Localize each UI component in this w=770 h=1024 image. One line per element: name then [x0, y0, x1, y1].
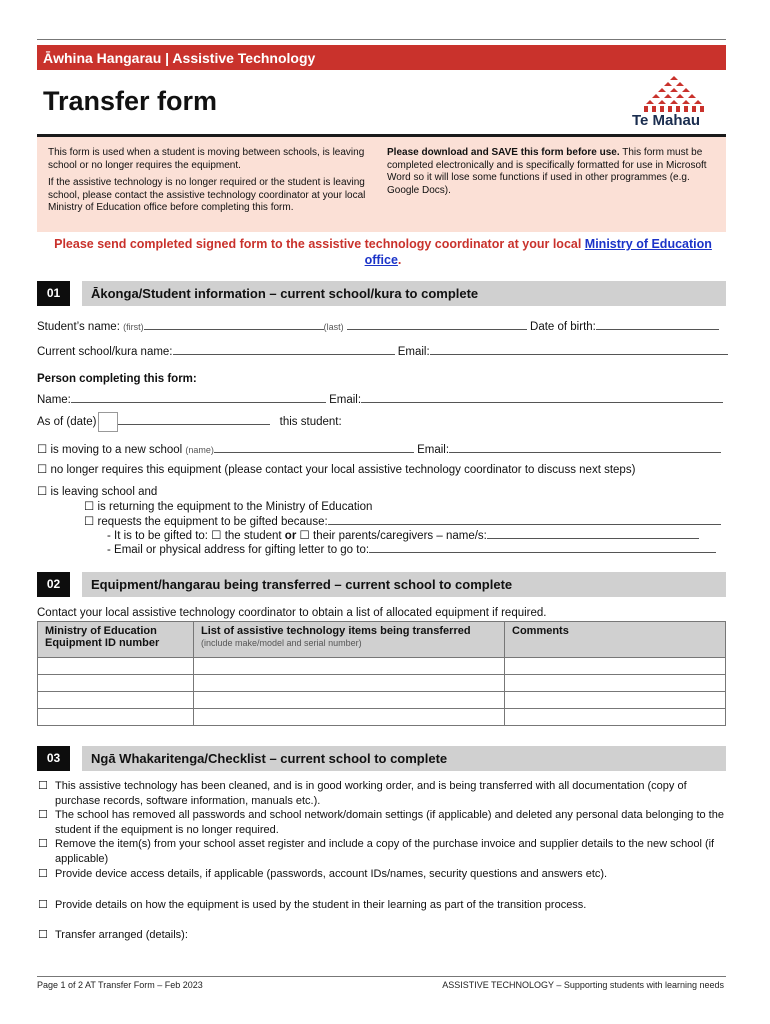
- school-field[interactable]: [173, 343, 395, 355]
- gifted-row: [84, 513, 721, 528]
- returning-checkbox[interactable]: ☐ is returning the equipment to the Ministry of Education: [84, 501, 373, 513]
- person-row: [37, 391, 723, 406]
- table-cell[interactable]: [38, 709, 194, 726]
- col-items-label: List of assistive technology items being transferred: [201, 625, 471, 637]
- equipment-intro: Contact your local assistive technology coordinator to obtain a list of allocated equipment if required.: [37, 607, 547, 619]
- footer-rule: [37, 976, 726, 977]
- checkbox[interactable]: ☐: [38, 780, 48, 792]
- checkbox[interactable]: ☐: [38, 838, 48, 850]
- address-label: - Email or physical address for gifting letter to go to:: [107, 544, 370, 556]
- address-field[interactable]: [369, 541, 716, 553]
- header-banner: Āwhina Hangarau | Assistive Technology: [37, 45, 726, 70]
- gifted-to-row: [107, 527, 699, 542]
- checklist-item-text: This assistive technology has been cleaned, and is in good working order, and is being transferred with all documentation (copy of purchase records, software information, manuals etc.).: [55, 780, 687, 807]
- checkbox[interactable]: ☐: [38, 868, 48, 880]
- moving-row: [37, 441, 721, 456]
- checklist-item-text: Provide device access details, if applicable (passwords, account IDs/names, security questions and answers etc).: [55, 868, 608, 880]
- section-3-number: 03: [37, 746, 70, 771]
- table-cell[interactable]: [194, 692, 505, 709]
- intro-right: [387, 147, 721, 197]
- section-3-title: Ngā Whakaritenga/Checklist – current school to complete: [82, 746, 726, 771]
- logo-text: Te Mahau: [632, 112, 701, 129]
- gifted-to-suffix: ☐ their parents/caregivers – name/s:: [296, 530, 487, 542]
- first-name-field[interactable]: [144, 318, 324, 330]
- as-of-label: As of (date): [37, 416, 97, 429]
- person-email-label: Email:: [329, 394, 362, 406]
- dob-label: Date of birth:: [530, 321, 596, 333]
- checklist-item-text: The school has removed all passwords and school network/domain settings (if applicable) and deleted any personal data belonging to the student if the equipment is no longer required.: [55, 809, 724, 836]
- table-row: [38, 658, 726, 675]
- table-cell[interactable]: [194, 709, 505, 726]
- col-items: [194, 622, 505, 658]
- table-cell[interactable]: [505, 709, 726, 726]
- this-student-label: this student:: [279, 416, 342, 429]
- student-name-row: [37, 318, 719, 333]
- gifted-to-or: or: [284, 530, 297, 542]
- section-2-title: Equipment/hangarau being transferred – current school to complete: [82, 572, 726, 597]
- as-of-date-field[interactable]: [118, 413, 270, 425]
- ministry-office-link[interactable]: Ministry of Education office: [364, 237, 712, 267]
- gifted-to-prefix: - It is to be gifted to: ☐ the student: [107, 530, 285, 542]
- leaving-checkbox[interactable]: ☐ is leaving school and: [37, 486, 158, 498]
- school-email-label: Email:: [397, 346, 430, 358]
- col-comments: Comments: [505, 622, 726, 658]
- table-row: [38, 692, 726, 709]
- moving-checkbox[interactable]: ☐ is moving to a new school: [37, 444, 183, 456]
- person-name-field[interactable]: [71, 391, 326, 403]
- no-longer-checkbox[interactable]: ☐ no longer requires this equipment (please contact your local assistive technology coordinator to discuss next steps): [37, 464, 636, 476]
- parents-names-field[interactable]: [487, 527, 699, 539]
- address-row: [107, 541, 716, 556]
- last-name-hint: (last): [323, 322, 344, 332]
- table-cell[interactable]: [38, 675, 194, 692]
- section-1-number: 01: [37, 281, 70, 306]
- col-equipment-id: Ministry of Education Equipment ID number: [38, 622, 194, 658]
- checklist-item-text: Provide details on how the equipment is used by the student in their learning as part of the transition process.: [55, 899, 587, 911]
- footer-left: Page 1 of 2 AT Transfer Form – Feb 2023: [37, 980, 203, 990]
- table-cell[interactable]: [505, 675, 726, 692]
- page-title: Transfer form: [43, 86, 218, 116]
- intro-right-text: This form must be completed electronically and is specifically formatted for use in Microsoft Word so it will lose some functions if used in other programmes (e.g. Google Docs).: [387, 147, 707, 196]
- gifted-checkbox[interactable]: ☐ requests the equipment to be gifted because:: [84, 516, 328, 528]
- person-name-label: Name:: [37, 394, 71, 406]
- checklist-item-text: Remove the item(s) from your school asset register and include a copy of the purchase invoice and supplier details to the new school (if applicable): [55, 838, 715, 865]
- intro-left-p2: If the assistive technology is no longer required or the student is leaving school, please contact the assistive technology coordinator at your local Ministry of Education office before completing this form.: [48, 177, 366, 213]
- student-name-label: Student’s name:: [37, 321, 120, 333]
- school-label: Current school/kura name:: [37, 346, 173, 358]
- section-1-title: Ākonga/Student information – current school/kura to complete: [82, 281, 726, 306]
- date-picker[interactable]: [98, 412, 118, 432]
- section-3-header: [37, 746, 726, 771]
- top-rule: [37, 39, 726, 40]
- send-notice: [40, 236, 726, 268]
- school-row: [37, 343, 728, 358]
- person-heading: Person completing this form:: [37, 373, 197, 385]
- table-row: [38, 709, 726, 726]
- last-name-field[interactable]: [347, 318, 527, 330]
- new-school-field[interactable]: [214, 441, 414, 453]
- checklist-item-text: Transfer arranged (details):: [55, 929, 188, 941]
- as-of-row: [37, 412, 342, 432]
- checkbox[interactable]: ☐: [38, 929, 48, 941]
- footer-right: ASSISTIVE TECHNOLOGY – Supporting students with learning needs: [442, 980, 724, 990]
- first-name-hint: (first): [123, 322, 144, 332]
- equipment-table: [37, 621, 726, 726]
- checkbox[interactable]: ☐: [38, 809, 48, 821]
- table-cell[interactable]: [38, 692, 194, 709]
- school-email-field[interactable]: [430, 343, 728, 355]
- person-email-field[interactable]: [361, 391, 723, 403]
- table-cell[interactable]: [194, 658, 505, 675]
- moving-email-label: Email:: [417, 444, 450, 456]
- table-cell[interactable]: [505, 692, 726, 709]
- gifted-reason-field[interactable]: [328, 513, 721, 525]
- dob-field[interactable]: [596, 318, 719, 330]
- section-1-header: [37, 281, 726, 306]
- new-school-email-field[interactable]: [449, 441, 721, 453]
- col-items-hint: (include make/model and serial number): [201, 638, 362, 648]
- send-notice-end: .: [397, 253, 402, 267]
- table-row: [38, 675, 726, 692]
- table-cell[interactable]: [38, 658, 194, 675]
- new-school-name-hint: (name): [185, 445, 214, 455]
- table-cell[interactable]: [194, 675, 505, 692]
- intro-left-p1: This form is used when a student is moving between schools, is leaving school or no longer requires the equipment.: [48, 147, 365, 171]
- table-cell[interactable]: [505, 658, 726, 675]
- section-2-number: 02: [37, 572, 70, 597]
- section-2-header: [37, 572, 726, 597]
- checkbox[interactable]: ☐: [38, 899, 48, 911]
- send-notice-text: Please send completed signed form to the assistive technology coordinator at your local: [54, 237, 585, 251]
- intro-right-bold: Please download and SAVE this form before use.: [387, 147, 620, 158]
